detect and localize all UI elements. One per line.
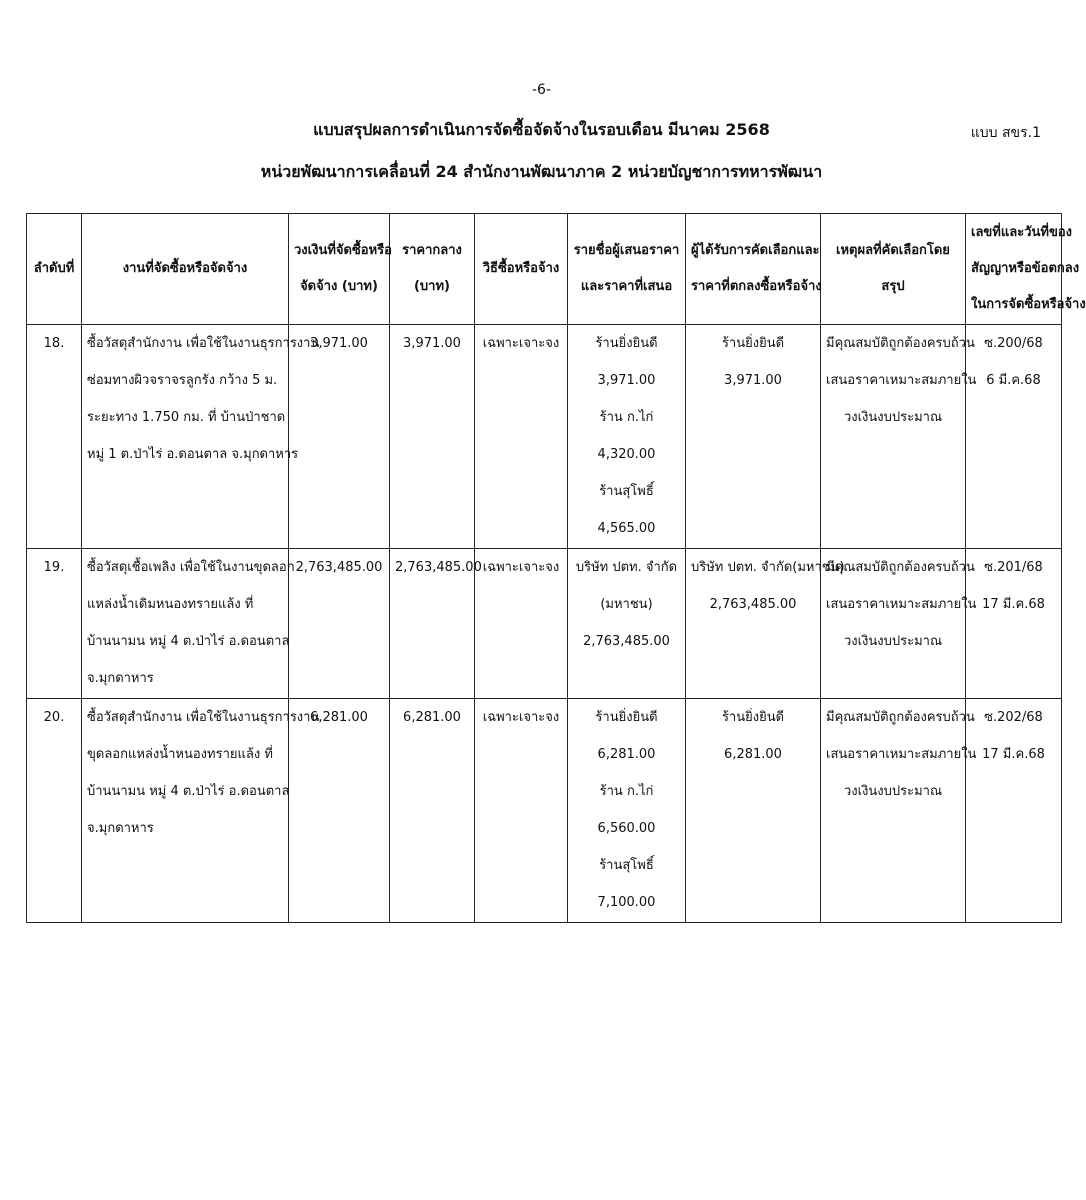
row-reason: มีคุณสมบัติถูกต้องครบถ้วน เสนอราคาเหมาะสมภายใน วงเงินงบประมาณ xyxy=(821,699,966,923)
header-work: งานที่จัดซื้อหรือจัดจ้าง xyxy=(82,214,289,325)
row-contract: ซ.201/68 17 มี.ค.68 xyxy=(966,549,1062,699)
header-no: ลำดับที่ xyxy=(27,214,82,325)
header-contract: เลขที่และวันที่ของ สัญญาหรือข้อตกลง ในการจัดซื้อหรือจ้าง xyxy=(966,214,1062,325)
header-median-price: ราคากลาง (บาท) xyxy=(390,214,475,325)
row-selected: ร้านยิ่งยินดี 3,971.00 xyxy=(686,325,821,549)
row-work: ซื้อวัสดุสำนักงาน เพื่อใช้ในงานธุรการงาน ขุดลอกแหล่งน้ำหนองทรายแล้ง ที่ บ้านนามน หมู่ 4 ต.ป่าไร่ อ.ดอนตาล จ.มุกดาหาร xyxy=(82,699,289,923)
row-bidders: ร้านยิ่งยินดี 6,281.00 ร้าน ก.ไก่ 6,560.00 ร้านสุโพธิ์ 7,100.00 xyxy=(568,699,686,923)
row-contract: ซ.202/68 17 มี.ค.68 xyxy=(966,699,1062,923)
row-contract: ซ.200/68 6 มี.ค.68 xyxy=(966,325,1062,549)
row-method: เฉพาะเจาะจง xyxy=(475,325,568,549)
row-budget: 2,763,485.00 xyxy=(289,549,390,699)
row-no: 19. xyxy=(27,549,82,699)
header-reason: เหตุผลที่คัดเลือกโดยสรุป xyxy=(821,214,966,325)
header-bidders: รายชื่อผู้เสนอราคา และราคาที่เสนอ xyxy=(568,214,686,325)
table-row xyxy=(27,699,1062,923)
header-budget: วงเงินที่จัดซื้อหรือ จัดจ้าง (บาท) xyxy=(289,214,390,325)
document-subtitle: หน่วยพัฒนาการเคลื่อนที่ 24 สำนักงานพัฒนาภาค 2 หน่วยบัญชาการทหารพัฒนา xyxy=(260,162,823,181)
row-reason: มีคุณสมบัติถูกต้องครบถ้วน เสนอราคาเหมาะสมภายใน วงเงินงบประมาณ xyxy=(821,325,966,549)
row-method: เฉพาะเจาะจง xyxy=(475,699,568,923)
row-bidders: ร้านยิ่งยินดี 3,971.00 ร้าน ก.ไก่ 4,320.00 ร้านสุโพธิ์ 4,565.00 xyxy=(568,325,686,549)
header-selected: ผู้ได้รับการคัดเลือกและ ราคาที่ตกลงซื้อหรือจ้าง xyxy=(686,214,821,325)
document-title: แบบสรุปผลการดำเนินการจัดซื้อจัดจ้างในรอบเดือน มีนาคม 2568 xyxy=(313,120,770,139)
row-method: เฉพาะเจาะจง xyxy=(475,549,568,699)
row-budget: 6,281.00 xyxy=(289,699,390,923)
row-bidders: บริษัท ปตท. จำกัด (มหาชน) 2,763,485.00 xyxy=(568,549,686,699)
table-row xyxy=(27,325,1062,549)
row-no: 18. xyxy=(27,325,82,549)
table-header-row xyxy=(27,214,1062,325)
row-reason: มีคุณสมบัติถูกต้องครบถ้วน เสนอราคาเหมาะสมภายใน วงเงินงบประมาณ xyxy=(821,549,966,699)
row-selected: ร้านยิ่งยินดี 6,281.00 xyxy=(686,699,821,923)
form-code: แบบ สขร.1 xyxy=(970,125,1041,141)
row-median-price: 3,971.00 xyxy=(390,325,475,549)
row-work: ซื้อวัสดุเชื้อเพลิง เพื่อใช้ในงานขุดลอก แหล่งน้ำเดิมหนองทรายแล้ง ที่ บ้านนามน หมู่ 4 ต.ป่าไร่ อ.ดอนตาล จ.มุกดาหาร xyxy=(82,549,289,699)
table-row xyxy=(27,549,1062,699)
header-method: วิธีซื้อหรือจ้าง xyxy=(475,214,568,325)
row-no: 20. xyxy=(27,699,82,923)
page-number: -6- xyxy=(531,82,551,98)
row-median-price: 6,281.00 xyxy=(390,699,475,923)
row-budget: 3,971.00 xyxy=(289,325,390,549)
procurement-table xyxy=(26,213,1086,923)
row-median-price: 2,763,485.00 xyxy=(390,549,475,699)
row-work: ซื้อวัสดุสำนักงาน เพื่อใช้ในงานธุรการงาน ซ่อมทางผิวจราจรลูกรัง กว้าง 5 ม. ระยะทาง 1.750 กม. ที่ บ้านป่าชาด หมู่ 1 ต.ป่าไร่ อ.ดอนตาล จ.มุกดาหาร xyxy=(82,325,289,549)
row-selected: บริษัท ปตท. จำกัด(มหาชน) 2,763,485.00 xyxy=(686,549,821,699)
